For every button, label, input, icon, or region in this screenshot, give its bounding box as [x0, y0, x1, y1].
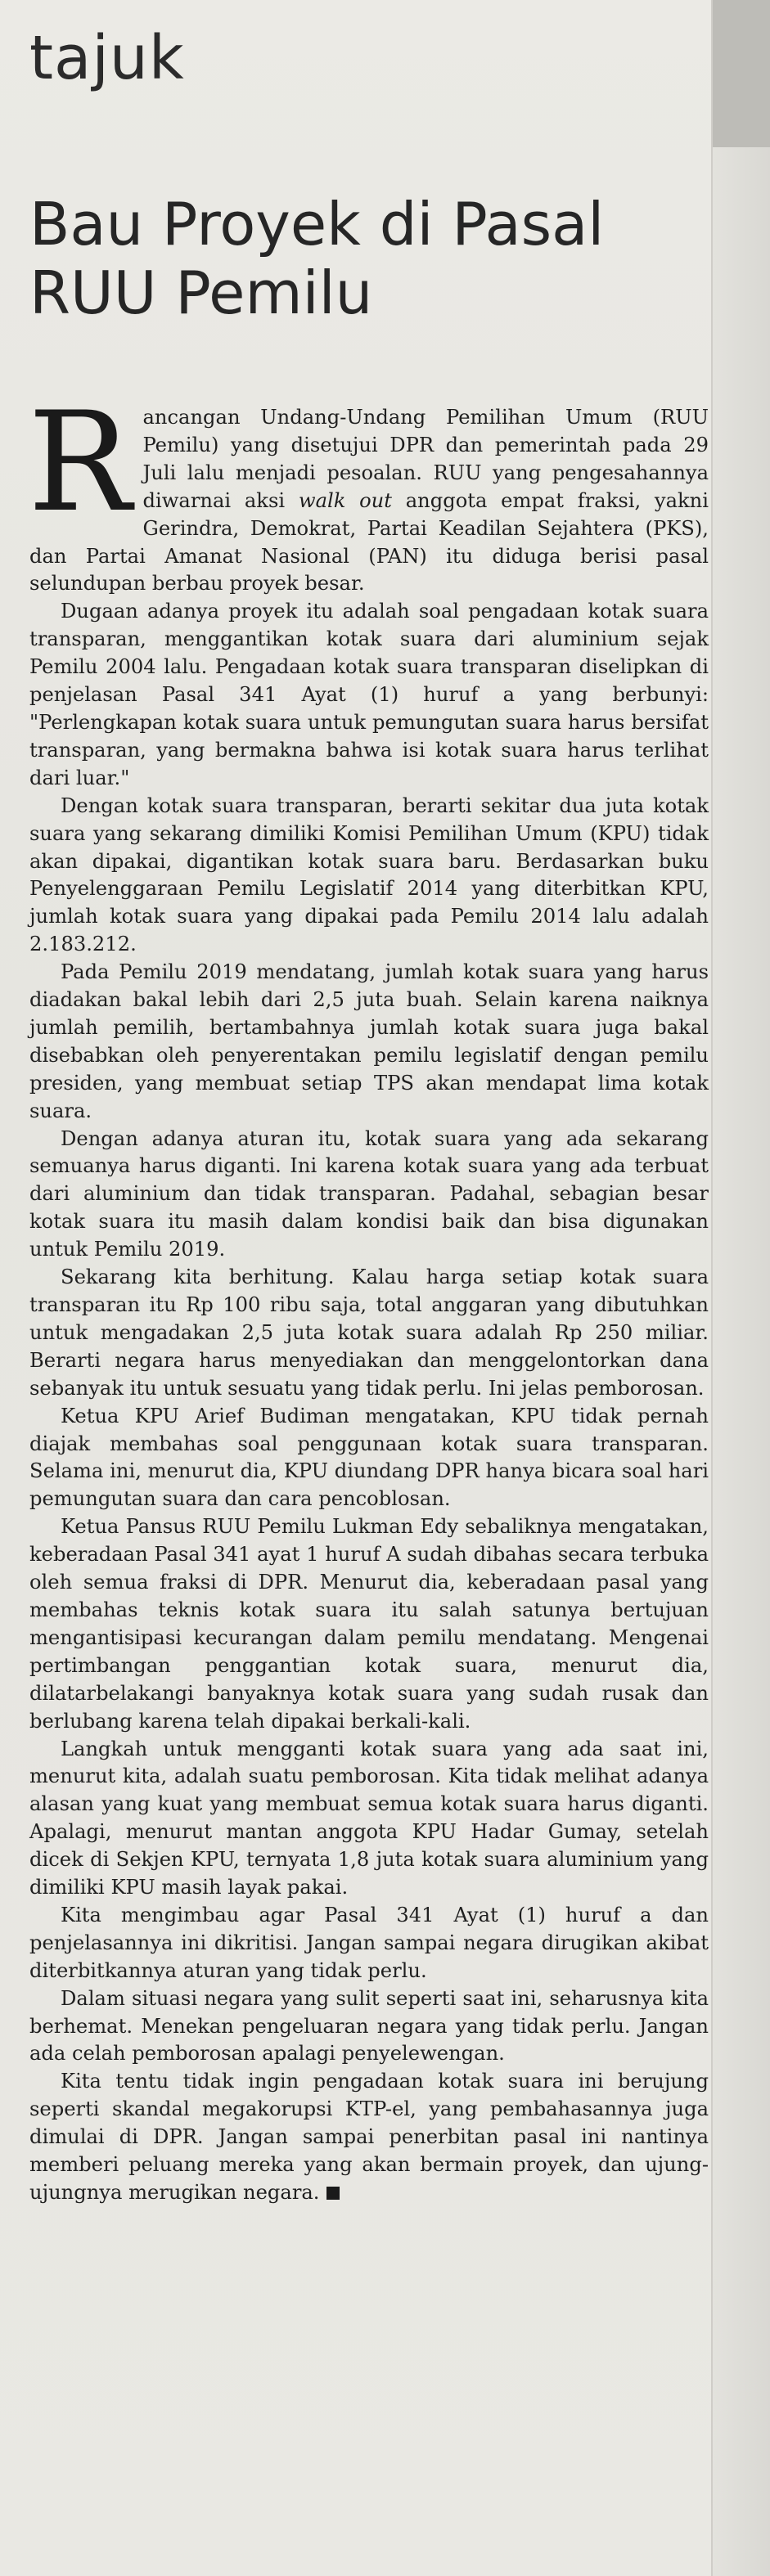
- adjacent-column-edge: [713, 0, 770, 2576]
- end-of-article-square-icon: [326, 2187, 340, 2200]
- final-paragraph-text: Kita tentu tidak ingin pengadaan kotak suara ini berujung seperti skandal megakorupsi KTP-el, yang pembahasannya juga dimulai di DPR. Jangan sampai penerbitan pasal ini nantinya memberi peluang mereka yang akan bermain proyek, dan ujung-ujungnya merugikan negara.: [29, 2070, 709, 2204]
- headline: Bau Proyek di Pasal RUU Pemilu: [29, 190, 605, 327]
- paragraph: Ketua Pansus RUU Pemilu Lukman Edy sebaliknya mengatakan, keberadaan Pasal 341 ayat 1 huruf A sudah dibahas secara terbuka oleh semua fraksi di DPR. Menurut dia, keberadaan pasal yang membahas teknis kotak suara itu salah satunya bertujuan mengantisipasi kecurangan dalam pemilu mendatang. Mengenai pertimbangan penggantian kotak suara, menurut dia, dilatarbelakangi banyaknya kotak suara yang sudah rusak dan berlubang karena telah dipakai berkali-kali.: [29, 1515, 709, 1733]
- paragraph: Sekarang kita berhitung. Kalau harga setiap kotak suara transparan itu Rp 100 ribu saja, total anggaran yang dibutuhkan untuk mengadakan 2,5 juta kotak suara adalah Rp 250 miliar. Berarti negara harus menyediakan dan menggelontorkan dana sebanyak itu untuk sesuatu yang tidak perlu. Ini jelas pemborosan.: [29, 1266, 709, 1400]
- lead-italic-term: walk out: [298, 488, 392, 512]
- paragraph: Dalam situasi negara yang sulit seperti saat ini, seharusnya kita berhemat. Menekan pengeluaran negara yang tidak perlu. Jangan ada celah pemborosan apalagi penyelewengan.: [29, 1986, 709, 2066]
- paragraph: Langkah untuk mengganti kotak suara yang ada saat ini, menurut kita, adalah suatu pemborosan. Kita tidak melihat adanya alasan yang kuat yang membuat semua kotak suara harus diganti. Apalagi, menurut mantan anggota KPU Hadar Gumay, setelah dicek di Sekjen KPU, ternyata 1,8 juta kotak suara aluminium yang dimiliki KPU masih layak pakai.: [29, 1737, 709, 1899]
- lead-paragraph: [28, 382, 709, 598]
- section-label: tajuk: [29, 23, 185, 93]
- article-body: [28, 382, 709, 2207]
- column-divider: [711, 0, 713, 2576]
- final-paragraph: [29, 2068, 709, 2207]
- drop-cap: R: [28, 382, 132, 542]
- paragraph: Dengan adanya aturan itu, kotak suara yang ada sekarang semuanya harus diganti. Ini karena kotak suara yang ada terbuat dari aluminium dan tidak transparan. Padahal, sebagian besar kotak suara itu masih dalam kondisi baik dan bisa digunakan untuk Pemilu 2019.: [29, 1126, 709, 1261]
- paragraph: Ketua KPU Arief Budiman mengatakan, KPU tidak pernah diajak membahas soal penggunaan kotak suara transparan. Selama ini, menurut dia, KPU diundang DPR hanya bicara soal hari pemungutan suara dan cara pencoblosan.: [29, 1404, 709, 1511]
- paragraph: Dugaan adanya proyek itu adalah soal pengadaan kotak suara transparan, menggantikan kotak suara dari aluminium sejak Pemilu 2004 lalu. Pengadaan kotak suara transparan diselipkan di penjelasan Pasal 341 Ayat (1) huruf a yang berbunyi: "Perlengkapan kotak suara untuk pemungutan suara harus bersifat transparan, yang bermakna bahwa isi kotak suara harus terlihat dari luar.": [29, 600, 709, 789]
- paragraph: Dengan kotak suara transparan, berarti sekitar dua juta kotak suara yang sekarang dimiliki Komisi Pemilihan Umum (KPU) tidak akan dipakai, digantikan kotak suara baru. Berdasarkan buku Penyelenggaraan Pemilu Legislatif 2014 yang diterbitkan KPU, jumlah kotak suara yang dipakai pada Pemilu 2014 lalu adalah 2.183.212.: [29, 793, 709, 956]
- lead-text: ancangan Undang-Undang Pemilihan Umum (RUU Pemilu) yang disetujui DPR dan pemerintah pada 29 Juli lalu menjadi pesoalan. RUU yang pengesahannya diwarnai aksi: [142, 406, 709, 512]
- paragraph: Kita mengimbau agar Pasal 341 Ayat (1) huruf a dan penjelasannya ini dikritisi. Jangan sampai negara dirugikan akibat diterbitkannya aturan yang tidak perlu.: [29, 1903, 709, 1982]
- paragraph: Pada Pemilu 2019 mendatang, jumlah kotak suara yang harus diadakan bakal lebih dari 2,5 juta buah. Selain karena naiknya jumlah pemilih, bertambahnya jumlah kotak suara juga bakal disebabkan oleh penyerentakan pemilu legislatif dengan pemilu presiden, yang membuat setiap TPS akan mendapat lima kotak suara.: [29, 960, 709, 1122]
- adjacent-column-dark-block: [713, 0, 770, 147]
- lead-text-continued: anggota empat fraksi, yakni Gerindra, Demokrat, Partai Keadilan Sejahtera (PKS), dan Partai Amanat Nasional (PAN) itu diduga berisi pasal selundupan berbau proyek besar.: [29, 488, 709, 596]
